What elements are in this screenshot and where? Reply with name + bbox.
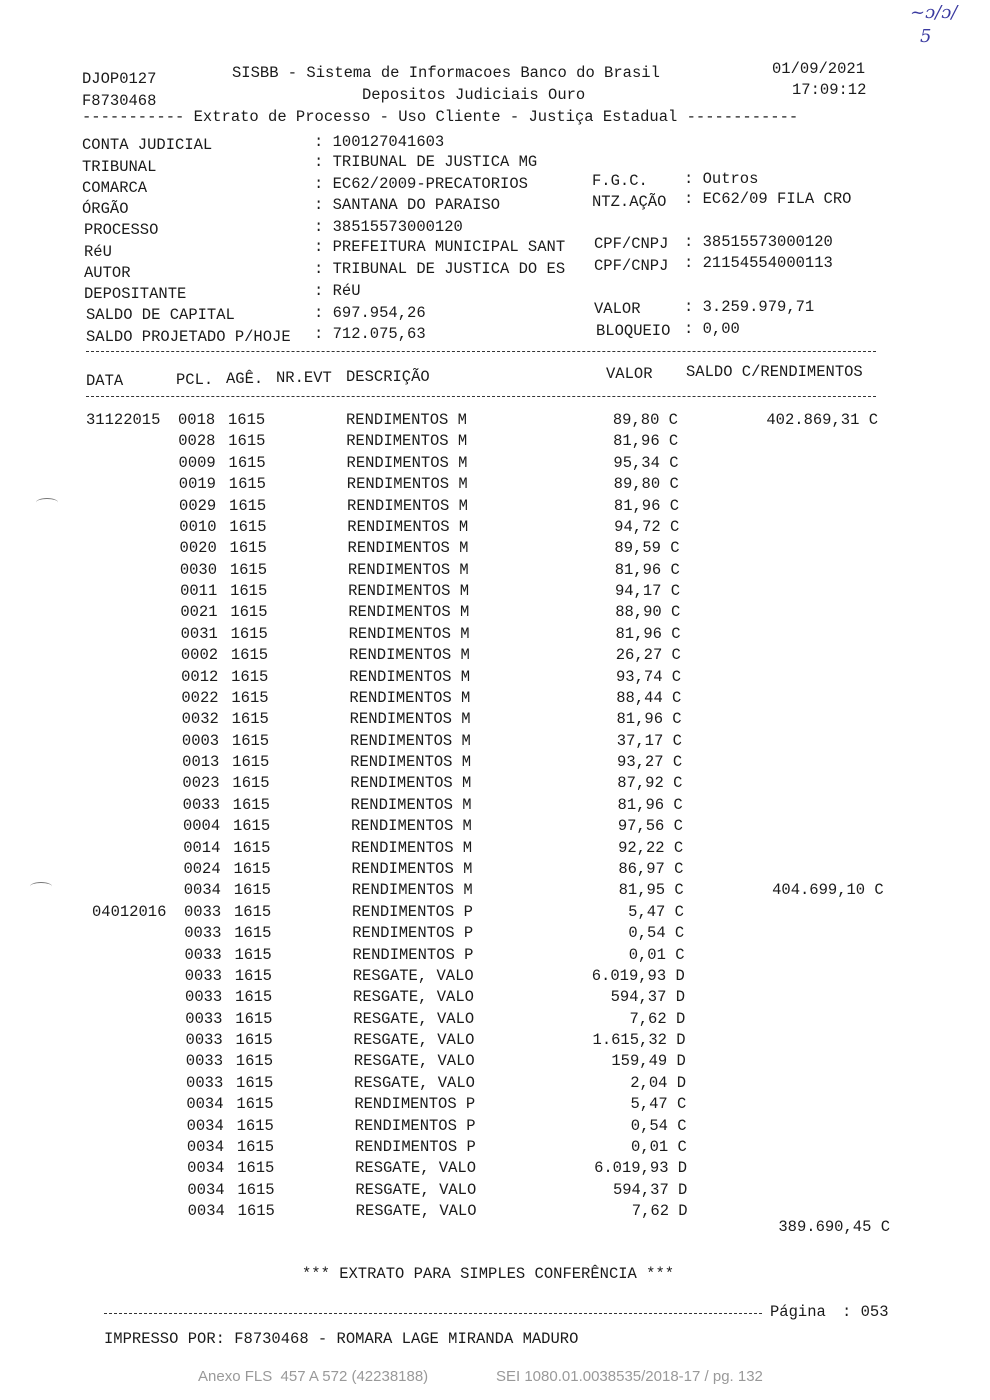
cell-descricao: RESGATE, VALO: [353, 988, 474, 1007]
cell-valor: 88,44 C: [616, 688, 682, 707]
value-reu: : PREFEITURA MUNICIPAL SANT: [314, 238, 566, 256]
value-reu-cpf: : 38515573000120: [684, 233, 833, 251]
cell-agencia: 1615: [230, 646, 269, 665]
cell-pcl: 0031: [180, 624, 218, 643]
footer-separator: [104, 1313, 762, 1314]
cell-descricao: RESGATE, VALO: [355, 1202, 477, 1221]
cell-descricao: RENDIMENTOS M: [346, 475, 468, 494]
cell-valor: 0,54 C: [630, 1116, 687, 1135]
label-orgao: ÓRGÃO: [82, 200, 129, 218]
user-code: F8730468: [82, 92, 157, 110]
cell-pcl: 0034: [183, 881, 221, 900]
column-header-saldo: SALDO C/RENDIMENTOS: [686, 363, 863, 381]
cell-pcl: 0034: [187, 1159, 225, 1178]
label-bloqueio: BLOQUEIO: [596, 322, 671, 340]
cell-descricao: RENDIMENTOS M: [351, 859, 473, 878]
cell-descricao: RENDIMENTOS M: [347, 496, 468, 515]
cell-valor: 0,01 C: [631, 1137, 687, 1156]
cell-agencia: 1615: [232, 817, 271, 836]
sei-reference: SEI 1080.01.0038535/2018-17 / pg. 132: [496, 1368, 763, 1385]
cell-descricao: RENDIMENTOS M: [346, 411, 467, 429]
cell-pcl: 0010: [179, 517, 217, 536]
cell-agencia: 1615: [234, 945, 272, 964]
value-comarca: : EC62/2009-PRECATORIOS: [314, 175, 528, 193]
column-header-pcl: PCL.: [176, 371, 214, 389]
cell-pcl: 0033: [185, 1031, 223, 1050]
margin-mark: [36, 498, 58, 507]
label-conta-judicial: CONTA JUDICIAL: [82, 136, 213, 154]
label-processo: PROCESSO: [84, 221, 159, 239]
cell-agencia: 1615: [233, 859, 271, 878]
column-header-valor: VALOR: [606, 365, 653, 383]
cell-valor: 95,34 C: [613, 453, 679, 472]
cell-descricao: RENDIMENTOS P: [354, 1095, 476, 1114]
cell-valor: 594,37 D: [610, 988, 686, 1007]
cell-agencia: 1615: [229, 517, 267, 536]
value-depositante: : RéU: [314, 282, 361, 300]
cell-descricao: RESGATE, VALO: [355, 1180, 477, 1199]
cell-descricao: RENDIMENTOS M: [350, 753, 472, 772]
cell-pcl: 0034: [187, 1180, 225, 1199]
cell-pcl: 0021: [180, 603, 218, 622]
cell-descricao: RENDIMENTOS M: [347, 539, 469, 558]
cell-descricao: RENDIMENTOS P: [354, 1116, 476, 1135]
cell-valor: 6.019,93 D: [591, 966, 685, 985]
label-reu-cpf: CPF/CNPJ: [594, 235, 669, 253]
printed-by: IMPRESSO POR: F8730468 - ROMARA LAGE MIRANDA MADURO: [104, 1330, 579, 1348]
cell-descricao: RESGATE, VALO: [353, 1009, 475, 1028]
cell-saldo: 404.699,10 C: [772, 881, 884, 900]
cell-agencia: 1615: [236, 1137, 275, 1156]
cell-descricao: RENDIMENTOS M: [350, 817, 472, 836]
cell-descricao: RENDIMENTOS P: [352, 945, 474, 964]
cell-pcl: 0030: [179, 560, 218, 579]
value-processo: : 38515573000120: [314, 218, 463, 236]
value-orgao: : SANTANA DO PARAISO: [314, 196, 501, 214]
cell-valor: 159,49 D: [611, 1052, 686, 1071]
cell-descricao: RENDIMENTOS P: [354, 1137, 476, 1156]
cell-pcl: 0012: [181, 667, 219, 686]
cell-valor: 2,04 D: [630, 1073, 687, 1092]
cell-agencia: 1615: [229, 539, 267, 558]
cell-agencia: 1615: [232, 795, 270, 814]
cell-descricao: RENDIMENTOS M: [349, 667, 471, 686]
cell-pcl: 0034: [187, 1202, 225, 1221]
label-valor: VALOR: [594, 300, 641, 318]
cell-valor: 81,96 C: [616, 710, 682, 729]
print-date: 01/09/2021: [772, 60, 866, 78]
column-header-data: DATA: [86, 372, 124, 390]
cell-agencia: 1615: [233, 881, 271, 900]
cell-agencia: 1615: [232, 774, 270, 793]
cell-agencia: 1615: [236, 1095, 274, 1114]
cell-valor: 81,96 C: [614, 560, 680, 579]
cell-agencia: 1615: [235, 1009, 273, 1028]
cell-descricao: RENDIMENTOS M: [351, 881, 473, 900]
cell-agencia: 1615: [228, 475, 266, 494]
cell-pcl: 0011: [180, 582, 218, 601]
cell-valor: 0,54 C: [628, 924, 685, 943]
print-time: 17:09:12: [792, 81, 867, 99]
separator-line: [86, 351, 876, 352]
cell-valor: 5,47 C: [628, 902, 684, 921]
cell-valor: 1.615,32 D: [592, 1031, 686, 1050]
cell-agencia: 1615: [233, 838, 271, 857]
cell-pcl: 0009: [178, 453, 216, 472]
cell-valor: 93,74 C: [615, 667, 682, 686]
cell-valor: 7,62 D: [631, 1202, 688, 1221]
cell-pcl: 0033: [185, 1052, 224, 1071]
final-balance: 389.690,45 C: [778, 1218, 890, 1236]
cell-descricao: RENDIMENTOS M: [346, 453, 468, 472]
cell-pcl: 0033: [184, 924, 222, 943]
cell-agencia: 1615: [237, 1159, 275, 1178]
cell-pcl: 0003: [181, 731, 220, 750]
cell-descricao: RESGATE, VALO: [353, 1031, 475, 1050]
cell-agencia: 1615: [229, 496, 267, 515]
cell-descricao: RENDIMENTOS P: [352, 924, 474, 943]
cell-valor: 97,56 C: [617, 817, 683, 836]
cell-agencia: 1615: [235, 1031, 273, 1050]
cell-agencia: 1615: [233, 902, 272, 921]
value-autor: : TRIBUNAL DE JUSTICA DO ES: [314, 260, 566, 278]
cell-pcl: 0018: [178, 411, 216, 429]
cell-valor: 7,62 D: [629, 1009, 686, 1028]
cell-descricao: RENDIMENTOS M: [347, 560, 469, 579]
label-reu: RéU: [84, 243, 112, 261]
cell-pcl: 0032: [181, 710, 219, 729]
cell-valor: 89,59 C: [614, 539, 680, 558]
cell-pcl: 0034: [186, 1116, 224, 1135]
cell-descricao: RENDIMENTOS M: [348, 603, 470, 622]
cell-agencia: 1615: [234, 924, 272, 943]
cell-pcl: 0033: [185, 988, 223, 1007]
cell-descricao: RENDIMENTOS P: [351, 902, 473, 921]
cell-descricao: RESGATE, VALO: [354, 1073, 475, 1092]
cell-pcl: 0024: [183, 859, 221, 878]
document-subtitle: Depositos Judiciais Ouro: [362, 86, 586, 104]
cell-agencia: 1615: [231, 710, 269, 729]
cell-pcl: 0033: [184, 945, 222, 964]
annex-reference: Anexo FLS 457 A 572 (42238188): [198, 1368, 429, 1385]
cell-valor: 89,80 C: [612, 411, 678, 429]
value-tribunal: : TRIBUNAL DE JUSTICA MG: [314, 153, 538, 171]
label-fgc: F.G.C.: [592, 172, 648, 190]
cell-agencia: 1615: [237, 1180, 275, 1199]
cell-agencia: 1615: [231, 688, 269, 707]
cell-agencia: 1615: [230, 624, 268, 643]
cell-agencia: 1615: [228, 411, 266, 429]
cell-pcl: 0029: [179, 496, 217, 515]
conference-notice: *** EXTRATO PARA SIMPLES CONFERÊNCIA ***: [302, 1265, 675, 1283]
cell-pcl: 0023: [182, 774, 220, 793]
cell-agencia: 1615: [229, 560, 268, 579]
cell-valor: 26,27 C: [615, 646, 681, 665]
cell-date: 04012016: [91, 902, 167, 921]
label-autor: AUTOR: [84, 264, 131, 282]
cell-agencia: 1615: [235, 1052, 274, 1071]
cell-pcl: 0033: [182, 795, 220, 814]
page-label: Página: [770, 1303, 826, 1321]
cell-descricao: RENDIMENTOS M: [349, 731, 471, 750]
cell-pcl: 0020: [179, 539, 217, 558]
cell-descricao: RENDIMENTOS M: [350, 795, 472, 814]
cell-valor: 87,92 C: [617, 774, 683, 793]
cell-descricao: RESGATE, VALO: [353, 1052, 475, 1071]
label-autor-cpf: CPF/CNPJ: [594, 257, 669, 275]
cell-agencia: 1615: [230, 603, 268, 622]
cell-valor: 594,37 D: [612, 1180, 688, 1199]
cell-pcl: 0034: [186, 1095, 224, 1114]
cell-valor: 0,01 C: [628, 945, 685, 964]
cell-valor: 81,96 C: [613, 432, 679, 451]
label-ntz-acao: NTZ.AÇÃO: [592, 193, 667, 211]
cell-pcl: 0019: [178, 475, 216, 494]
cell-valor: 81,96 C: [617, 795, 683, 814]
value-autor-cpf: : 21154554000113: [684, 254, 833, 272]
cell-valor: 94,72 C: [614, 517, 680, 536]
column-header-agencia: AGÊ.: [226, 370, 264, 388]
cell-descricao: RENDIMENTOS M: [349, 710, 471, 729]
handwritten-annotation-bottom: 5: [920, 26, 932, 47]
cell-pcl: 0013: [182, 753, 220, 772]
cell-agencia: 1615: [236, 1073, 274, 1092]
cell-pcl: 0002: [180, 646, 219, 665]
cell-pcl: 0022: [181, 688, 219, 707]
label-depositante: DEPOSITANTE: [84, 285, 187, 303]
label-tribunal: TRIBUNAL: [82, 158, 157, 176]
cell-pcl: 0033: [184, 966, 222, 985]
system-code: DJOP0127: [82, 70, 157, 88]
label-saldo-projetado: SALDO PROJETADO P/HOJE: [86, 328, 291, 346]
cell-pcl: 0028: [178, 432, 216, 451]
column-header-descricao: DESCRIÇÃO: [346, 368, 430, 386]
label-comarca: COMARCA: [82, 179, 148, 197]
cell-valor: 81,96 C: [615, 624, 681, 643]
document-title: SISBB - Sistema de Informacoes Banco do Brasil: [232, 64, 660, 82]
cell-agencia: 1615: [236, 1116, 274, 1135]
cell-valor: 94,17 C: [614, 582, 681, 601]
cell-pcl: 0033: [183, 902, 222, 921]
handwritten-annotation-top: ~ɔ/ɔ/: [910, 2, 958, 23]
page-number: : 053: [842, 1303, 889, 1321]
cell-valor: 37,17 C: [616, 731, 682, 750]
cell-descricao: RENDIMENTOS M: [350, 774, 472, 793]
cell-descricao: RENDIMENTOS M: [348, 646, 470, 665]
cell-valor: 5,47 C: [630, 1095, 687, 1114]
separator-line: [86, 396, 876, 397]
cell-agencia: 1615: [228, 453, 266, 472]
margin-mark: [30, 882, 52, 891]
value-fgc: : Outros: [684, 170, 759, 188]
cell-pcl: 0033: [185, 1009, 223, 1028]
cell-valor: 89,80 C: [613, 475, 679, 494]
cell-agencia: 1615: [231, 667, 269, 686]
cell-valor: 92,22 C: [618, 838, 684, 857]
column-header-nr-evt: NR.EVT: [276, 369, 332, 387]
value-valor: : 3.259.979,71: [684, 298, 815, 316]
cell-valor: 81,96 C: [613, 496, 680, 515]
cell-agencia: 1615: [234, 966, 272, 985]
cell-agencia: 1615: [230, 582, 268, 601]
cell-valor: 81,95 C: [618, 881, 684, 900]
cell-agencia: 1615: [235, 988, 273, 1007]
cell-descricao: RENDIMENTOS M: [348, 624, 470, 643]
value-saldo-projetado: : 712.075,63: [314, 325, 426, 343]
cell-descricao: RENDIMENTOS M: [347, 517, 469, 536]
cell-descricao: RESGATE, VALO: [352, 966, 474, 985]
cell-date: 31122015: [86, 411, 161, 429]
cell-descricao: RESGATE, VALO: [355, 1159, 477, 1178]
cell-descricao: RENDIMENTOS M: [348, 582, 469, 601]
cell-valor: 6.019,93 D: [594, 1159, 688, 1178]
cell-agencia: 1615: [232, 753, 270, 772]
label-saldo-capital: SALDO DE CAPITAL: [86, 306, 235, 324]
cell-agencia: 1615: [231, 731, 270, 750]
cell-pcl: 0033: [186, 1073, 224, 1092]
value-saldo-capital: : 697.954,26: [314, 304, 426, 322]
cell-descricao: RENDIMENTOS M: [349, 688, 471, 707]
cell-pcl: 0004: [182, 817, 221, 836]
cell-valor: 86,97 C: [618, 859, 684, 878]
cell-pcl: 0034: [186, 1137, 225, 1156]
value-bloqueio: : 0,00: [684, 320, 740, 338]
cell-pcl: 0014: [183, 838, 221, 857]
value-ntz-acao: : EC62/09 FILA CRO: [684, 190, 852, 208]
cell-descricao: RENDIMENTOS M: [346, 432, 468, 451]
cell-valor: 93,27 C: [617, 753, 683, 772]
cell-saldo: 402.869,31 C: [766, 411, 878, 429]
cell-agencia: 1615: [228, 432, 266, 451]
cell-valor: 88,90 C: [615, 603, 681, 622]
value-conta-judicial: : 100127041603: [314, 133, 445, 151]
cell-agencia: 1615: [237, 1202, 275, 1221]
report-banner: ----------- Extrato de Processo - Uso Cliente - Justiça Estadual ------------: [82, 108, 799, 126]
cell-descricao: RENDIMENTOS M: [351, 838, 473, 857]
